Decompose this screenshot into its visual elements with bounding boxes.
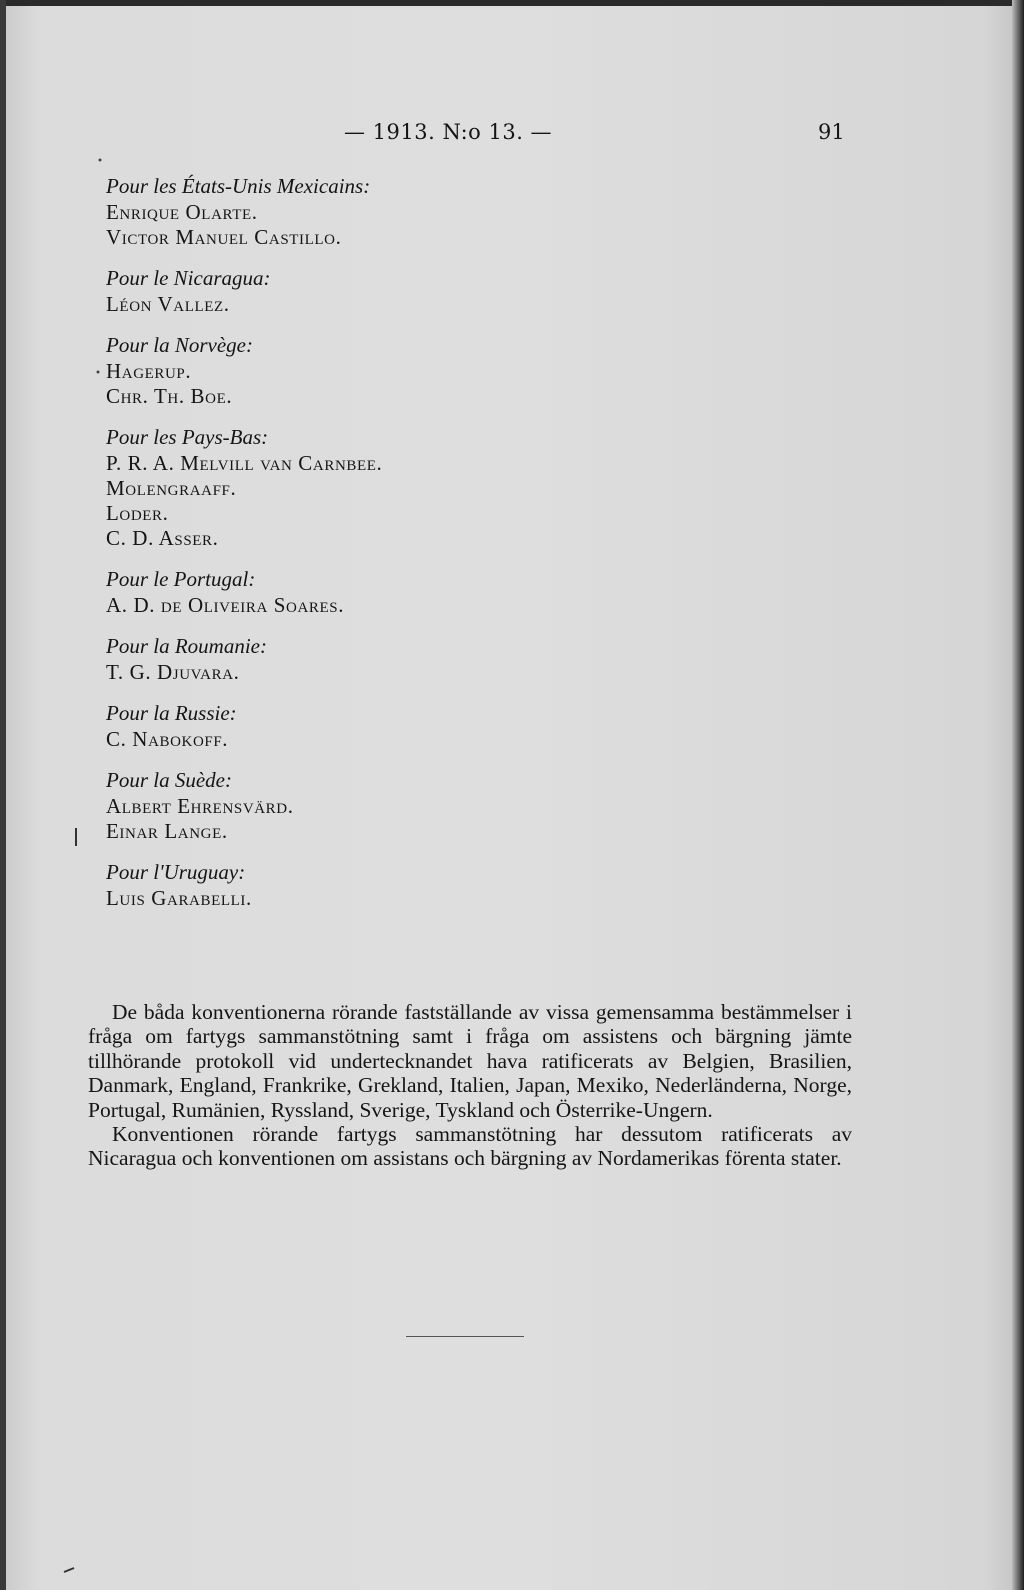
country-heading: Pour la Russie: [106, 701, 237, 725]
signatory-name: Luis Garabelli. [106, 886, 252, 910]
signatory-name: Einar Lange. [106, 819, 228, 843]
paragraph: Konventionen rörande fartygs sammanstötning har dessutom ratificerats av Nicaragua och konventionen om assistans och bärgning av Nordamerikas förenta stater. [88, 1122, 852, 1171]
country-heading: Pour les États-Unis Mexicains: [106, 174, 371, 198]
signatory-name: A. D. de Oliveira Soares. [106, 593, 345, 617]
country-heading: Pour la Roumanie: [106, 634, 267, 658]
signatory-name: P. R. A. Melvill van Carnbee. [106, 451, 383, 475]
signatory-name: T. G. Djuvara. [106, 660, 240, 684]
signatory-name: Hagerup. [106, 359, 192, 383]
signatory-name: Enrique Olarte. [106, 200, 258, 224]
country-heading: Pour la Suède: [106, 768, 232, 792]
signatory-name: Victor Manuel Castillo. [106, 225, 342, 249]
running-head: — 1913. N:o 13. — [344, 120, 553, 144]
page-number: 91 [818, 120, 845, 144]
signatory-name: C. D. Asser. [106, 526, 219, 550]
country-heading: Pour le Nicaragua: [106, 266, 271, 290]
signatory-name: Loder. [106, 501, 169, 525]
signatory-name: C. Nabokoff. [106, 727, 229, 751]
country-heading: Pour la Norvège: [106, 333, 253, 357]
country-heading: Pour les Pays-Bas: [106, 425, 269, 449]
signatory-name: Chr. Th. Boe. [106, 384, 233, 408]
signatory-name: Albert Ehrensvärd. [106, 794, 294, 818]
country-heading: Pour le Portugal: [106, 567, 256, 591]
paragraph: De båda konventionerna rörande fastställande av vissa gemensamma bestämmelser i fråga om fartygs sammanstötning samt i fråga om assistens och bärgning jämte tillhörande protokoll vid undertecknandet hava ratificerats av Belgien, Brasilien, Danmark, England, Frankrike, Grekland, Italien, Japan, Mexiko, Nederländerna, Norge, Portugal, Rumänien, Ryssland, Sverige, Tyskland och Österrike-Ungern. [88, 1000, 852, 1122]
signatory-name: Léon Vallez. [106, 292, 230, 316]
country-heading: Pour l'Uruguay: [106, 860, 246, 884]
signatory-name: Molengraaff. [106, 476, 237, 500]
